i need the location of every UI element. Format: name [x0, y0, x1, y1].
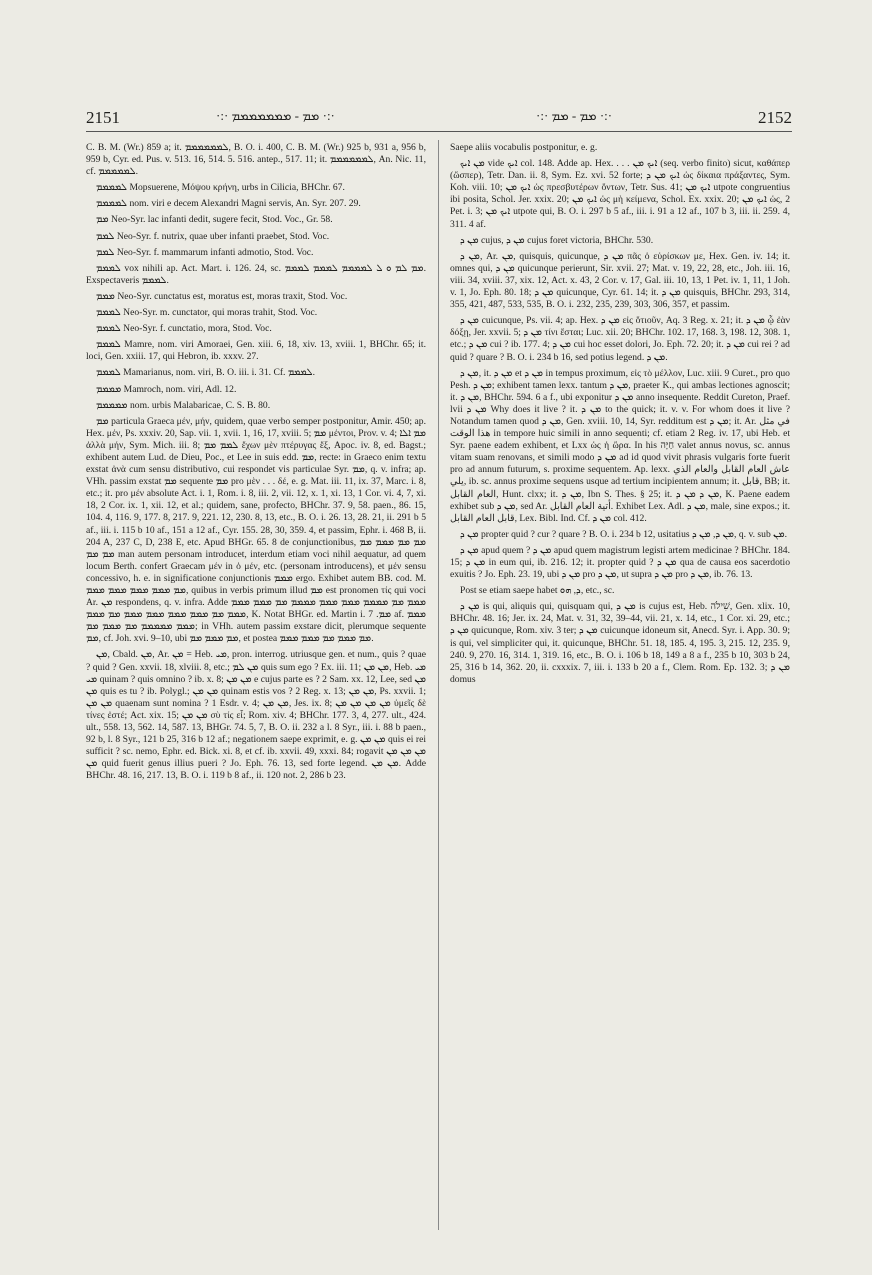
left-entry: ܠܡܡ Neo-Syr. f. mammarum infanti admotio, Stod. Voc. — [96, 246, 314, 258]
left-page-number: 2151 — [86, 108, 120, 127]
left-entry: ܠܡܡܡ Mamarianus, nom. viri, B. O. iii. i. 31. Cf. ܠܡܡܡ. — [96, 367, 315, 379]
column-divider — [438, 140, 439, 1230]
left-entry: ܡܢ, Cbald. ܡܢ, Ar. ܡܢ = Heb. ܡܝ, pron. interrog. utriusque gen. et num., quis ? quae ? quid ? Gen. xxvii. 18, xlviii. 8, etc.; ܡܢ ܠܡ quis sum ego ? Ex. iii. 11; ܡܢ ܡܢ, Heb. ܡܝ ܡܝ quinam ? quis omnino ? ib. x. 8; ܡܢ ܡܢ e cujus parte es ? 2 Sam. xx. 12, Lee, sed ܡܢ ܡܢ quis es tu ? ib. Polygl.; ܡܢ ܡܢ quinam estis vos ? 2 Reg. x. 13; ܡܢ ܡܢ, Ps. xxvii. 1; ܡܢ ܡܢ quaenam sunt nomina ? 1 Esdr. v. 4; ܡܢ ܡܢ, Jes. ix. 8; ܡܢ ܡܢ ܡܢ ܡܢ ὑμεῖς δὲ τίνες ἐστέ; Act. xix. 15; ܡܢ ܡܢ σὺ τίς εἶ; Rom. xiv. 4; BHChr. 177. 3, 4, 277. ult., 424. ult., 558. 13, 562. 14, 587. 13, BHGr. 74. 5, 7, B. O. ii. 232 a l. 8 Syr., iii. i. 88 b paen., 92 b, l. 8 Syr., 121 b 25, 316 b 12 af.; negationem saepe exprimit, e. g. ܡܢ ܡܢ quis ei rei sufficit ? sc. nemo, Ephr. ed. Bick. xi. 8, et cf. ib. xxvii. 49, xxxi. 84; rogavit ܡܢ ܡܢ ܡܢ ܡܢ quid fuerit genus illius pueri ? Jo. Eph. 76. 13, sed forte legend. ܡܢ ܡܢ. Adde BHChr. 48. 16, 217. 13, B. O. i. 119 b 8 af., ii. 120 not. 2, 286 b 23. — [86, 649, 426, 782]
left-entry: ܠܡܡܡ Mamre, nom. viri Amoraei, Gen. xiii. 6, 18, xiv. 13, xviii. 1, BHChr. 65; it. loci, Gen. xxiii. 17, qui Hebron, ib. xxxv. 27. — [86, 339, 426, 363]
left-entry: ܠܡܡܡ Neo-Syr. f. cunctatio, mora, Stod. Voc. — [96, 323, 272, 335]
left-entry: ܠܡܡܡ vox nihili ap. Act. Mart. i. 126. 24, sc. ܡܡ ܠܡ ܘ ܠ ܠܡܡܡܡ ܠܡܡܡ ܠܡܡܡ. Exspectaveris ܠܡܡܡ. — [86, 262, 426, 286]
left-entry: ܡܡܡ Neo-Syr. cunctatus est, moratus est, moras traxit, Stod. Voc. — [96, 290, 348, 302]
header-rule — [86, 131, 792, 132]
right-entry: Saepe aliis vocabulis postponitur, e. g. — [450, 142, 598, 153]
right-entry: ܡܢ ܕ, it. ܡܢ ܕ et ܡܢ ܕ in tempus proximum, εἰς τὸ μέλλον, Luc. xiii. 9 Curet., pro quo Pesh. ܡܢ ܕ; exhibent tamen lexx. tantum ܡܢ ܕ, praeter K., qui ambas lectiones agnoscit; it. ܡܢ ܕ, BHChr. 594. 6 a f., ubi exponitur ܡܢ ܕ anno insequente. Reddit Cureton, Praef. lvii ܡܢ ܕ Why does it live ? it. ܡܢ ܕ to the quick; it. v. v. For whom does it live ? Notandum tamen quod ܡܢ ܕ, Gen. xviii. 10, 14, Syr. redditum est ܡܢ ܕ; it. Ar. في مثل هذا الوقت in tempore huic simili in anno sequenti; cf. etiam 2 Reg. iv. 17, ubi Heb. et Syr. paene eadem exhibent, et Lxx ὡς ἡ ὥρα. In his חַיָּה valet annus novus, sc. annus vitam suam renovans, et simili modo ܡܢ ܕ ad id quod vivit phrasis vulgaris forte fuerit pro ad annum futurum, s. proxime sequentem. Ap. lexx. عاش العام القابل والعام الذي يلي, ib. sc. annus proxime sequens usque ad tertium incipientem annum; it. قابل, BB; it. العام القابل, Hunt. clxx; it. ܡܢ ܕ, Ibn S. Thes. § 25; it. ܡܢ ܕ ܡܢ ܕ, K. Paene eadem exhibet sub ܡܢ ܕ, sed Ar. أتية العام القابل. Exhibet Lex. Adl. ܡܢ ܕ, male, sine expos.; it. قابل العام القابل, Lex. Bibl. Ind. Cf. ܡܢ ܕ col. 412. — [450, 367, 790, 524]
left-entry: ܡܡ Neo-Syr. lac infanti dedit, sugere fecit, Stod. Voc., Gr. 58. — [96, 214, 333, 226]
right-entry: ܡܢ ܕ apud quem ? ܡܢ ܕ apud quem magistrum legisti artem medicinae ? BHChr. 184. 15; ܡܢ ܕ in eum qui, ib. 216. 12; it. propter quid ? ܡܢ ܕ qua de causa eos sacerdotio exuitis ? Jo. Eph. 23. 19, ubi ܡܢ ܕ pro ܡܢ ܕ, ut supra ܡܢ ܕ pro ܡܢ ܕ, ib. 76. 13. — [450, 544, 790, 581]
left-entry: ܡܡܡܡ Mamroch, nom. viri, Adl. 12. — [96, 383, 237, 395]
right-entry: ܡܢ ܐܝܟ vide ܐܝܟ col. 148. Adde ap. Hex. . . . ܐܝܟ ܡܢ (seq. verbo finito) sicut, καθάπερ (ὥσπερ), Tetr. Dan. ii. 8, Sym. Ez. xvi. 52 forte; ܐܝܟ ܡܢ ܕ ὡς δίκαια πράξαντες, Sym. Koh. viii. 10; ܐܝܟ ܡܢ ὡς πρεσβυτέρων ὄντων, Tetr. Sus. 41; ܐܝܟ ܡܢ utpote congruentius ibi posita, Schol. Jer. xxix. 20; ܐܝܟ ܡܢ ὡς μὴ κείμενα, Schol. Ex. xxix. 20; ܐܝܟ ܡܢ ὡς, 2 Pet. i. 3; ܐܝܟ ܡܢ utpote qui, B. O. i. 297 b 5 af., iii. i. 91 a 12 af., 107 b 3, iii. ii. 259. 4, 311. 4 af. — [450, 158, 790, 230]
left-entry: C. B. M. (Wr.) 859 a; it. ܠܡܡܡܡܡܡ, B. O. i. 400, C. B. M. (Wr.) 925 b, 931 a, 956 b, 959 b, Cyr. ed. Pus. v. 513. 16, 514. 5. 516. antep., 517. 11; it. ܠܡܡܡܡܡܡ, An. Nic. 11, cf. ܠܡܡܡܡܡ. — [86, 142, 426, 178]
left-running-head: ·:· ܡܡ - ܡܡܡܡܡܡܡ ·:· — [216, 108, 335, 123]
right-page-number: 2152 — [758, 108, 792, 127]
left-entry: ܠܡܡ Neo-Syr. f. nutrix, quae uber infanti praebet, Stod. Voc. — [96, 230, 330, 242]
left-column — [86, 142, 426, 1262]
right-entry: ܡܢ ܕ propter quid ? cur ? quare ? B. O. i. 234 b 12, usitatius ܡܢ ܕ, ܡܢ ܕ, q. v. sub ܡܢ. — [460, 528, 788, 540]
right-entry: ܡܢ ܕ cuicunque, Ps. vii. 4; ap. Hex. ܡܢ ܕ εἰς ὅτιοῦν, Aq. 3 Reg. x. 21; it. ܡܢ ܕ ᾧ ἐὰν δόξῃ, Jer. xxvii. 5; ܡܢ ܕ τίνι ἔσται; Luc. xii. 20; BHChr. 102. 17, 168. 3, 198. 12, 308. 1, etc.; ܡܢ ܕ cui ? ib. 177. 4; ܡܢ ܕ cui hoc esset dolori, Jo. Eph. 72. 20; it. ܡܢ ܕ cui rei ? ad quid ? quare ? B. O. i. 234 b 16, sed potius legend. ܡܢ ܕ. — [450, 315, 790, 363]
right-running-head: ·:· ܡܡ - ܡܡ ·:· — [536, 108, 613, 123]
left-entry: ܠܡܡܡܡ nom. viri e decem Alexandri Magni servis, An. Syr. 207. 29. — [96, 198, 361, 210]
right-entry: ܡܢ ܕ, Ar. ܡܢ, quisquis, quicunque, ܡܢ ܕ πᾶς ὁ εὑρίσκων με, Hex. Gen. iv. 14; it. omnes qui, ܡܢ ܕ quicunque perierunt, Sir. xvii. 27; Mat. v. 19, 22, 28, etc., Joh. iii. 16, viii. 34, xviii. 37, xix. 12, Act. x. 43, 2 Cor. v. 17, Gal. iii. 10, 13, 1 Pet. iv. 1, 11, 1 Joh. v. 1, Jo. Eph. 80. 18; ܡܢ ܕ quicunque, Cyr. 61. 14; it. ܡܢ ܕ quisquis, BHChr. 293, 314, 355, 421, 487, 533, 535, B. O. i. 232, 235, 239, 303, 306, 357, et passim. — [450, 250, 790, 311]
left-entry: ܡܡܡܡܡ nom. urbis Malabaricae, C. S. B. 80. — [96, 399, 271, 411]
right-column — [450, 142, 790, 1262]
right-entry: ܡܢ ܕ cujus, ܡܢ ܕ cujus foret victoria, BHChr. 530. — [460, 234, 654, 246]
left-entry: ܡܡ particula Graeca μέν, μήν, quidem, quae verbo semper postponitur, Amir. 450; ap. Hex. μέν, Ps. xxxiv. 20, Sap. vii. 1, xvii. 1, 16, 17, xviii. 5; ܡܡ μέντοι, Prov. v. 4; ܡܡ ܐܠܐ ἀλλὰ μήν, Sym. Mich. iii. 8; ܠܡܡ ܡܡ ἔχων μὲν πτέρυγας ἕξ, Apoc. iv. 8, ed. Bagst.; exhibent autem Lud. de Dieu, Poc., et Lee in suis edd. ܡܡ, recte: in Graeco enim textu exstat ἀνὰ cum sensu distributivo, cui respondet vis particulae Syr. ܡܡ, q. v. infra; ap. VHh. passim exstat ܡܡ sequente ܡܡ pro μὲν . . . δέ, e. g. Mat. iii. 11, ix. 37, Marc. i. 8, etc.; it. pro μέν absolute Act. i. 1, Rom. i. 8, iii. 2, vii. 12, x. 1, xi. 13, 1 Cor. vi. 4, 7, xi. 18, 2 Cor. ix. 1, xii. 12, et al.; quidem, sane, profecto, BHChr. 37. 9, 58. paen., 86. 15, 104. 4, 116. 9, 177. 8, 217. 9, 221. 12, 230. 8, 13, etc., B. O. i. 26. 13, 28. 21, ii. 291 b 5 af., iii. i. 115 b 10 af., 151 a 12 af., Cyr. 155. 28, 30, 359. 4, et passim, Ephr. i. 468 B, ii. 204 A, 237 C, D, 238 E, etc. Apud BHGr. 65. 8 de conjunctionibus, ܡܡ ܡܡ ܡܡܡ ܡܡ ܡܡ ܡܡ man autem personam introducet, interdum etiam voci nihil aequatur, ad quem locum Berth. confert Graecam μέν in ὁ μέν, etc. (personam introducens), et μέν sensu concessivo, h. e. in significatione conjunctionis ܡܡܡ ergo. Exhibet autem BB. cod. M. ܡܡ ܡܡܡ ܡܡܡ ܡܡܡ ܡܡܡ, quibus in verbis primum illud ܡܡ est pronomen τίς qui voci Ar. ܡܢ respondens, q. v. infra. Adde ܡܡܡ ܡܡ ܡܡܡܡ ܡܡܡ ܡܡܡ ܡܡܡܡ ܡܡ ܡܡܡ ܡܡܡ ܡܡܡ ܡܡ ܡܡܡ ܡܡܡ ܡܡܡ ܡܡܡ ܡܡ ܡܡܡ, K. Notat BHGr. ed. Martin i. ܡܡ. 7 af. ܡܡܡ ܡܡܡ ܡܡܡܡܡ ܡܡ ܡܡܡ ܡܡ; in VHh. autem passim exstare dicit, plerumque sequente ܡܡ, cf. Joh. xvi. 9–10, ubi ܡܡ ܡܡܡ ܡܡ, et postea ܡܡ ܡܡܡ ܡܡ ܡܡܡ ܡܡܡ. — [86, 415, 426, 645]
left-entry: ܠܡܡܡ Neo-Syr. m. cunctator, qui moras trahit, Stod. Voc. — [96, 307, 318, 319]
left-entry: ܠܡܡܡܡ Mopsuerene, Μόψου κρήνη, urbs in Cilicia, BHChr. 67. — [96, 182, 345, 194]
right-entry: Post se etiam saepe habet ܕ, ܗܘ, etc., sc. — [460, 585, 615, 597]
right-entry: ܡܢ ܕ is qui, aliquis qui, quisquam qui, ܡܢ ܕ is cujus est, Heb. שִׁילֹה, Gen. xlix. 10, BHChr. 48. 16; Jer. ix. 24, Mat. v. 31, 32, 39–44, vii. 21, x. 14, etc., 1 Cor. xi. 29, etc.; ܡܢ ܕ quicunque, Rom. xiv. 3 ter; ܡܢ ܕ cuicunque idoneum sit, Anecd. Syr. i. App. 30. 9; is qui, vel simpliciter qui, it. quicunque, BHChr. 51. 18, 185. 4, 195. 3, 215. 12, 235. 9, 240. 9, 270. 16, 314. 1, 319. 16, etc., B. O. i. 106 b 18, 149 a 8 a f., 235 b 10, 303 b 24, 25, 316 b 14, 362. 20, ii. cxxxix. 7, iii. i. 133 b 20 a f., Clem. Rom. Ep. 132. 3; ܡܢ ܕ domus — [450, 601, 790, 685]
